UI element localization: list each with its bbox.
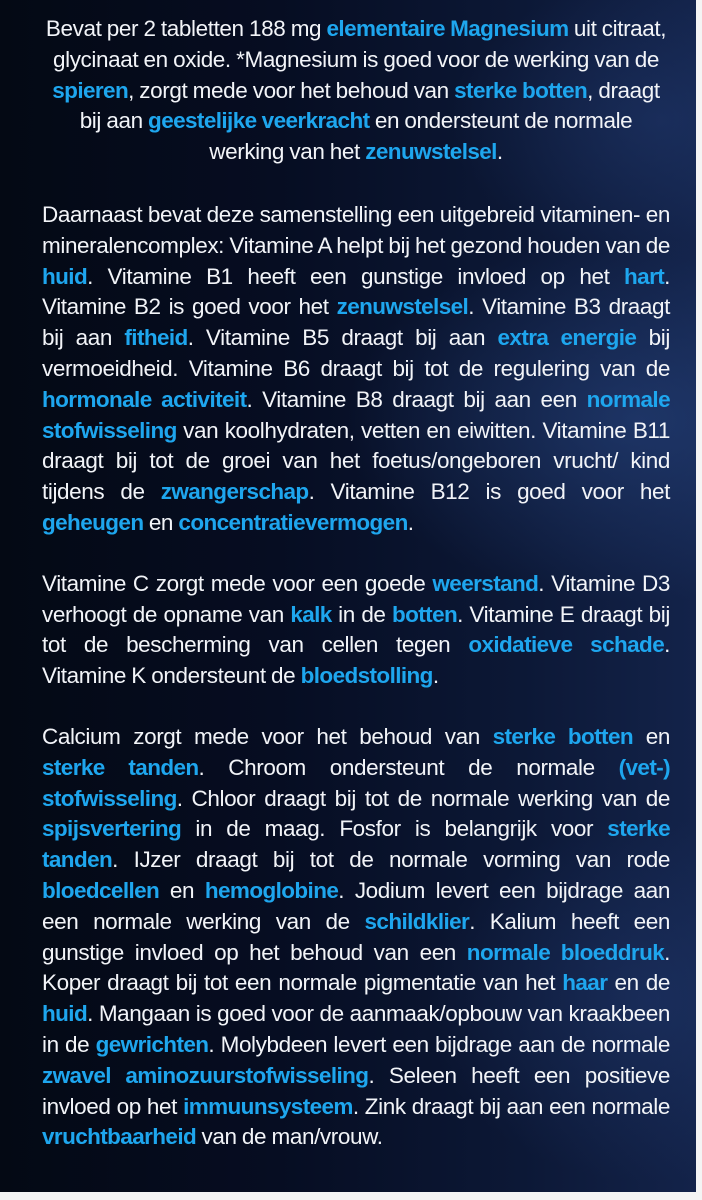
body-text: Calcium zorgt mede voor het behoud van: [42, 723, 493, 749]
body-text: . Chroom ondersteunt de normale: [198, 754, 619, 780]
body-text: , draagt bij aan: [79, 77, 660, 134]
body-text: . Vitamine E draagt bij tot de bescherming van cellen tegen: [42, 601, 670, 658]
body-text: .: [407, 509, 414, 535]
highlighted-term: oxidatieve schade: [468, 632, 665, 658]
highlighted-term: schildklier: [364, 908, 470, 934]
highlighted-term: geheugen: [42, 509, 144, 535]
body-text: . Vitamine B2 is goed voor het: [42, 263, 670, 320]
body-text: . Mangaan is goed voor de aanmaak/opbouw van kraakbeen in de: [42, 1001, 670, 1057]
highlighted-term: weerstand: [432, 570, 539, 596]
paragraph-vitamine-b: [42, 200, 670, 539]
text-content: [42, 14, 670, 1183]
body-text: . Vitamine K ondersteunt de: [42, 632, 670, 689]
body-text: . Zink draagt bij aan een normale: [352, 1093, 670, 1119]
body-text: van de man/vrouw.: [196, 1124, 383, 1150]
body-text: uit citraat, glycinaat en oxide. *Magnesium is goed voor de werking van de: [53, 16, 667, 72]
highlighted-term: sterke botten: [454, 77, 588, 103]
body-text: . Vitamine B3 draagt bij aan: [42, 294, 670, 351]
body-text: en: [159, 877, 205, 903]
body-text: . Vitamine B8 draagt bij aan een: [246, 386, 587, 412]
highlighted-term: concentratievermogen: [178, 509, 408, 535]
body-text: Bevat per 2 tabletten 188 mg: [45, 16, 327, 41]
highlighted-term: spijsvertering: [42, 816, 182, 842]
body-text: . Koper draagt bij tot een normale pigmentatie van het: [42, 939, 670, 996]
highlighted-term: hormonale activiteit: [42, 386, 247, 412]
body-text: en: [633, 723, 670, 749]
highlighted-term: zenuwstelsel: [365, 139, 497, 165]
body-text: . Vitamine B12 is goed voor het: [308, 479, 670, 505]
body-text: en: [143, 509, 179, 535]
body-text: en de: [607, 970, 670, 996]
highlighted-term: hart: [624, 263, 665, 289]
highlighted-term: (vet-) stofwisseling: [42, 754, 670, 811]
highlighted-term: immuunsysteem: [183, 1093, 353, 1119]
body-text: in de: [331, 601, 392, 627]
highlighted-term: gewrichten: [95, 1031, 209, 1057]
highlighted-term: zwangerschap: [160, 479, 309, 505]
body-text: in de maag. Fosfor is belangrijk voor: [181, 816, 608, 842]
highlighted-term: bloedstolling: [300, 663, 433, 689]
highlighted-term: spieren: [52, 77, 129, 103]
highlighted-term: fitheid: [124, 325, 188, 351]
body-text: .: [496, 139, 503, 165]
highlighted-term: zwavel aminozuurstofwisseling: [42, 1062, 369, 1088]
highlighted-term: bloedcellen: [42, 877, 160, 903]
body-text: . Chloor draagt bij tot de normale werking van de: [176, 785, 670, 811]
body-text: . Molybdeen levert een bijdrage aan de normale: [208, 1031, 670, 1057]
paragraph-mineralen: [42, 722, 670, 1153]
highlighted-term: huid: [42, 263, 88, 289]
highlighted-term: sterke botten: [492, 723, 633, 749]
body-text: . Vitamine B1 heeft een gunstige invloed op het: [87, 263, 625, 289]
body-text: . Kalium heeft een gunstige invloed op het behoud van een: [42, 908, 670, 965]
body-text: . IJzer draagt bij tot de normale vorming van rode: [112, 847, 670, 873]
body-text: . Vitamine B5 draagt bij aan: [187, 325, 498, 351]
highlighted-term: vruchtbaarheid: [42, 1124, 197, 1150]
highlighted-term: huid: [42, 1001, 88, 1027]
paragraph-magnesium: [42, 14, 670, 168]
body-text: . Jodium levert een bijdrage aan een normale werking van de: [42, 877, 670, 934]
body-text: bij vermoeidheid. Vitamine B6 draagt bij tot de regulering van de: [42, 325, 670, 381]
body-text: . Seleen heeft een positieve invloed op het: [42, 1062, 670, 1119]
paragraph-vitamine-cdek: [42, 569, 670, 692]
body-text: . Vitamine D3 verhoogt de opname van: [42, 570, 670, 627]
body-text: Daarnaast bevat deze samenstelling een uitgebreid vitaminen- en mineralencomplex: Vitamine A helpt bij het gezond houden van de: [42, 201, 670, 258]
highlighted-term: geestelijke veerkracht: [148, 108, 370, 134]
highlighted-term: sterke tanden: [42, 816, 670, 873]
highlighted-term: kalk: [290, 601, 332, 627]
body-text: van koolhydraten, vetten en eiwitten. Vitamine B11 draagt bij tot de groei van het foetus/ongeboren vrucht/ kind tijdens de: [42, 417, 670, 505]
highlighted-term: elementaire Magnesium: [326, 16, 569, 41]
body-text: , zorgt mede voor het behoud van: [128, 77, 455, 103]
highlighted-term: haar: [562, 970, 608, 996]
body-text: en ondersteunt de normale werking van het: [209, 108, 633, 165]
body-text: .: [432, 663, 439, 689]
highlighted-term: zenuwstelsel: [336, 294, 469, 320]
highlighted-term: extra energie: [497, 325, 637, 351]
highlighted-term: normale bloeddruk: [466, 939, 665, 965]
body-text: Vitamine C zorgt mede voor een goede: [42, 570, 433, 596]
highlighted-term: hemoglobine: [204, 877, 339, 903]
highlighted-term: normale stofwisseling: [42, 386, 670, 443]
highlighted-term: sterke tanden: [42, 754, 199, 780]
highlighted-term: botten: [392, 601, 458, 627]
